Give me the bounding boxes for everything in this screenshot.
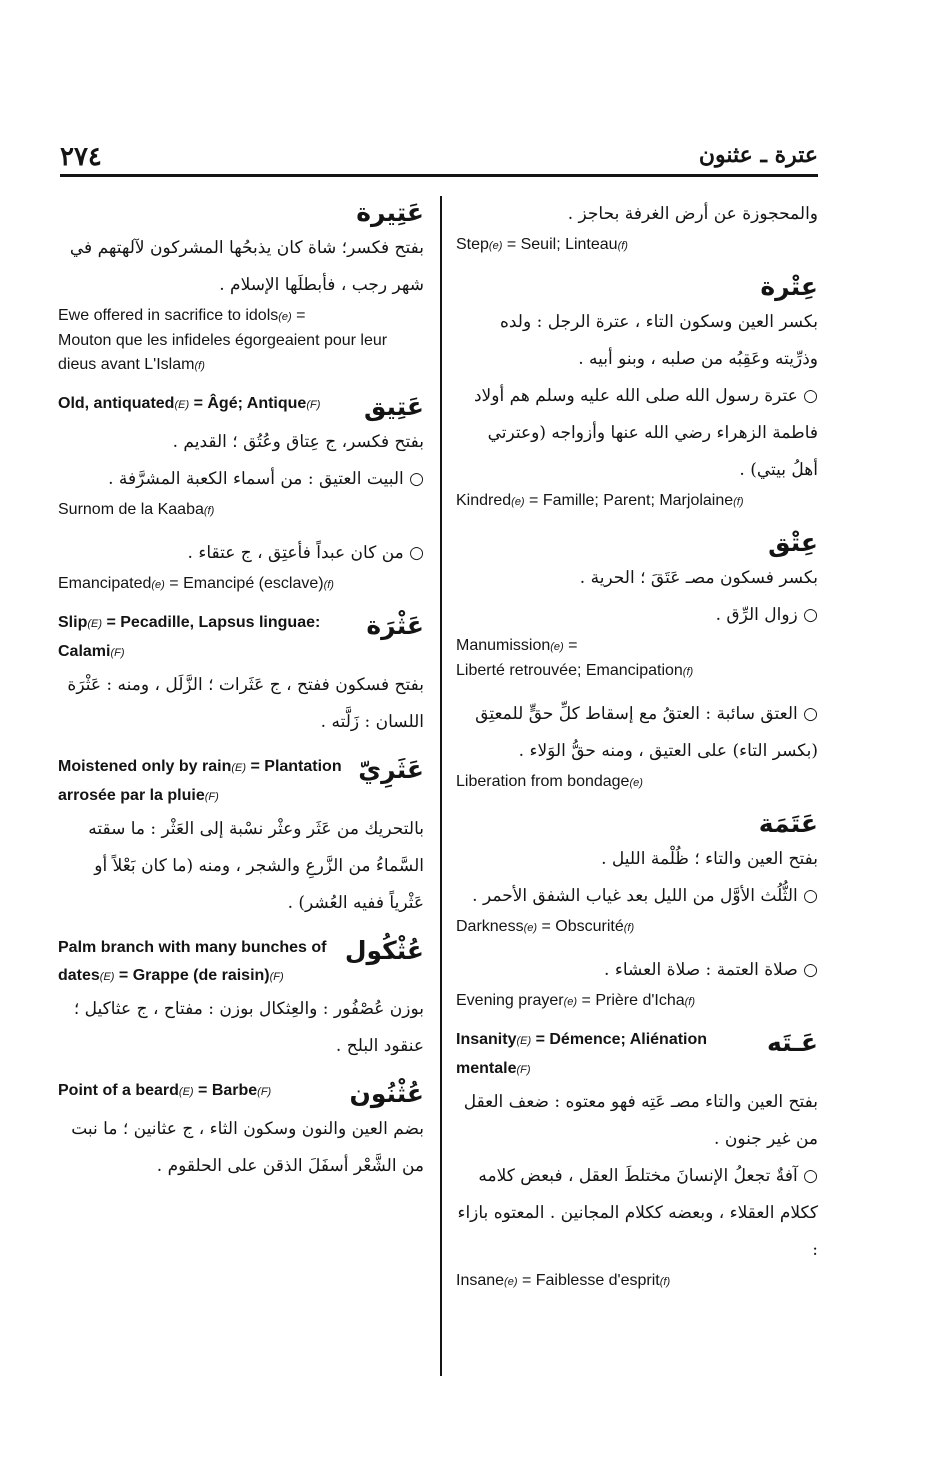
entry-heading [58,934,424,991]
dictionary-entry [456,1026,818,1294]
translation-equivalent: = Emancipé (esclave) [164,575,324,592]
arabic-headword: عِتْق [768,528,818,557]
arabic-definition: بكسر العين وسكون التاء ، عترة الرجل : ولده وذرِّيته وعَقِبُه من صلبه ، وبنو أبيه . [499,312,818,369]
arabic-definition: والمحجوزة عن أرض الغرفة بحاجز . [567,204,818,224]
lang-marker: (f) [733,496,744,508]
header-rule [60,174,818,177]
translation-equivalent: = Prière d'Icha [577,992,685,1009]
arabic-headword: عُثْنُون [349,1079,424,1108]
arabic-definition: بفتح العين والتاء ؛ ظُلْمة الليل . [601,849,818,869]
lang-marker: (e) [488,240,503,252]
lang-marker: (e) [523,922,538,934]
dictionary-entry [456,952,818,1014]
translation-line [58,329,424,378]
translation-term: Manumission [456,637,551,654]
arabic-definition: ○ آفةٌ تجعلُ الإنسانَ مختلطَ العقل ، فبعض كلامه ككلام العقلاء ، وبعضه ككلام المجانين . المعتوه بازاء : [457,1166,818,1260]
translation-line [456,915,818,940]
lang-marker: (e) [550,641,564,653]
lang-marker: (e) [563,996,578,1008]
translation-equivalent: = Obscurité [537,918,624,935]
arabic-definition: بفتح فكسر، ج عِتاق وعُتُق ؛ القديم . [172,432,424,452]
arabic-definition: ○ الثُّلُث الأوَّل من الليل بعد غياب الشفق الأحمر . [472,886,818,906]
dictionary-entry [58,934,424,1065]
lang-marker: (e) [151,579,165,591]
dictionary-entry [58,1077,424,1185]
translation-term: Mouton que les infideles égorgeaient pour leur dieus avant L'Islam [58,332,388,373]
lang-marker: (e) [504,1276,518,1288]
english-headword: Palm branch with many bunches of dates(E) = Grappe (de raisin)(F) [58,939,327,984]
dictionary-entry [58,196,424,378]
translation-term: Kindred [456,492,512,509]
translation-equivalent: = [291,307,306,324]
arabic-headword: عَتِيق [363,392,424,421]
arabic-definition: ○ البيت العتيق : من أسماء الكعبة المشرَّفة . [108,469,424,489]
dictionary-entry [456,270,818,514]
lang-marker: (f) [203,505,215,517]
entry-heading [58,609,424,667]
arabic-definition: ○ زوال الرِّق . [715,605,818,625]
arabic-headword: عُثْكُول [344,936,424,965]
entry-heading [58,390,424,424]
arabic-definition: بفتح فكسر؛ شاة كان يذبحُها المشركون لآلهتهم في شهر رجب ، فأبطلَها الإسلام . [69,238,424,295]
dictionary-entry [58,609,424,741]
page-number: ٢٧٤ [60,142,102,172]
translation-term: Evening prayer [456,992,564,1009]
lang-marker: (f) [617,240,628,252]
translation-equivalent: = [563,637,578,654]
entry-heading [58,1077,424,1111]
translation-term: Step [456,236,489,253]
translation-term: Insane [456,1272,505,1289]
arabic-headword: عَتَمَة [758,809,818,838]
arabic-definition: بالتحريك من عَثَر وعثْر نسْبة إلى العَثْر : ما سقته السَّماءُ من الزَّرعِ والشجر ، ومنه (ما كان بَعْلاً أو عَثْرياً ففيه العُشر) . [88,819,424,913]
arabic-definition: بضم العين والنون وسكون الثاء ، ج عثانين ؛ ما نبت من الشَّعْر أسفَلَ الذقن على الحلقوم . [71,1119,424,1176]
page-header [60,138,818,178]
arabic-definition: ○ صلاة العتمة : صلاة العشاء . [604,960,818,980]
translation-term: Emancipated [58,575,152,592]
translation-term: Surnom de la Kaaba [58,501,204,518]
english-headword: Moistened only by rain(E) = Plantation arrosée par la pluie(F) [58,758,342,804]
arabic-headword: عَـتَه [767,1028,818,1057]
entry-heading [58,753,424,811]
translation-line [58,572,424,597]
lang-marker: (e) [278,311,292,323]
dictionary-entry [456,196,818,258]
lang-marker: (f) [682,666,694,678]
entry-heading [456,526,818,560]
translation-line [456,489,818,514]
dictionary-entry [456,696,818,795]
lang-marker: (f) [194,360,205,372]
arabic-definition: بوزن عُصْفُور : والعِثكال بوزن : مفتاح ، ج عثاكيل ؛ عنقود البلح . [73,999,424,1056]
dictionary-entry [58,390,424,523]
english-headword: Insanity(E) = Démence; Aliénation mentale(F) [456,1031,708,1077]
translation-line [456,634,818,659]
running-title: عترة ـ عثنون [698,142,818,168]
translation-line [456,233,818,258]
translation-line [456,770,818,795]
translation-line [456,1269,818,1294]
entry-heading [58,196,424,230]
arabic-definition: ○ العتق سائبة : العتقُ مع إسقاط كلِّ حقٍّ للمعتِق (بكسر التاء) على العتيق ، ومنه حقُّ الوَلاء . [475,704,818,761]
translation-line [456,989,818,1014]
lang-marker: (f) [623,922,635,934]
entry-heading [456,270,818,304]
arabic-definition: بفتح فسكون ففتح ، ج عَثَرات ؛ الزَّلَل ، ومنه : عَثْرَة اللسان : زَلَّته . [67,675,424,732]
translation-term: Liberté retrouvée; Emancipation [456,662,683,679]
right-column [456,196,818,1376]
translation-line [58,498,424,523]
english-headword: Point of a beard(E) = Barbe(F) [58,1082,272,1099]
translation-line [456,659,818,684]
translation-line [58,304,424,329]
english-headword: Old, antiquated(E) = Âgé; Antique(F) [58,395,321,412]
column-divider [440,196,442,1376]
lang-marker: (f) [659,1276,671,1288]
english-headword: Slip(E) = Pecadille, Lapsus linguae: Calami(F) [58,614,321,660]
left-column [58,196,424,1376]
translation-term: Liberation from bondage [456,773,630,790]
arabic-headword: عَثَرِيّ [358,755,424,784]
arabic-headword: عِتْرة [760,272,818,301]
dictionary-entry [456,526,818,684]
translation-equivalent: = Seuil; Linteau [502,236,618,253]
entry-heading [456,807,818,841]
dictionary-entry [456,807,818,940]
translation-term: Ewe offered in sacrifice to idols [58,307,279,324]
arabic-headword: عَتِيرة [356,198,424,227]
dictionary-entry [58,753,424,922]
entry-heading [456,1026,818,1084]
lang-marker: (e) [629,777,643,789]
dictionary-entry [58,535,424,597]
lang-marker: (f) [323,579,334,591]
lang-marker: (e) [511,496,525,508]
arabic-definition: بفتح العين والتاء مصـ عَتِه فهو معتوه : ضعف العقل من غير جنون . [463,1092,818,1149]
arabic-headword: عَثْرَة [366,611,424,640]
translation-equivalent: = Famille; Parent; Marjolaine [524,492,734,509]
arabic-definition: ○ عترة رسول الله صلى الله عليه وسلم هم أولاد فاطمة الزهراء رضي الله عنها وأزواجه (وعترتي أهلُ بيتي) . [473,386,818,480]
lang-marker: (f) [684,996,696,1008]
translation-equivalent: = Faiblesse d'esprit [517,1272,660,1289]
arabic-definition: بكسر فسكون مصـ عَتَقَ ؛ الحرية . [579,568,818,588]
arabic-definition: ○ من كان عبداً فأعتِق ، ج عتقاء . [187,543,424,563]
translation-term: Darkness [456,918,524,935]
